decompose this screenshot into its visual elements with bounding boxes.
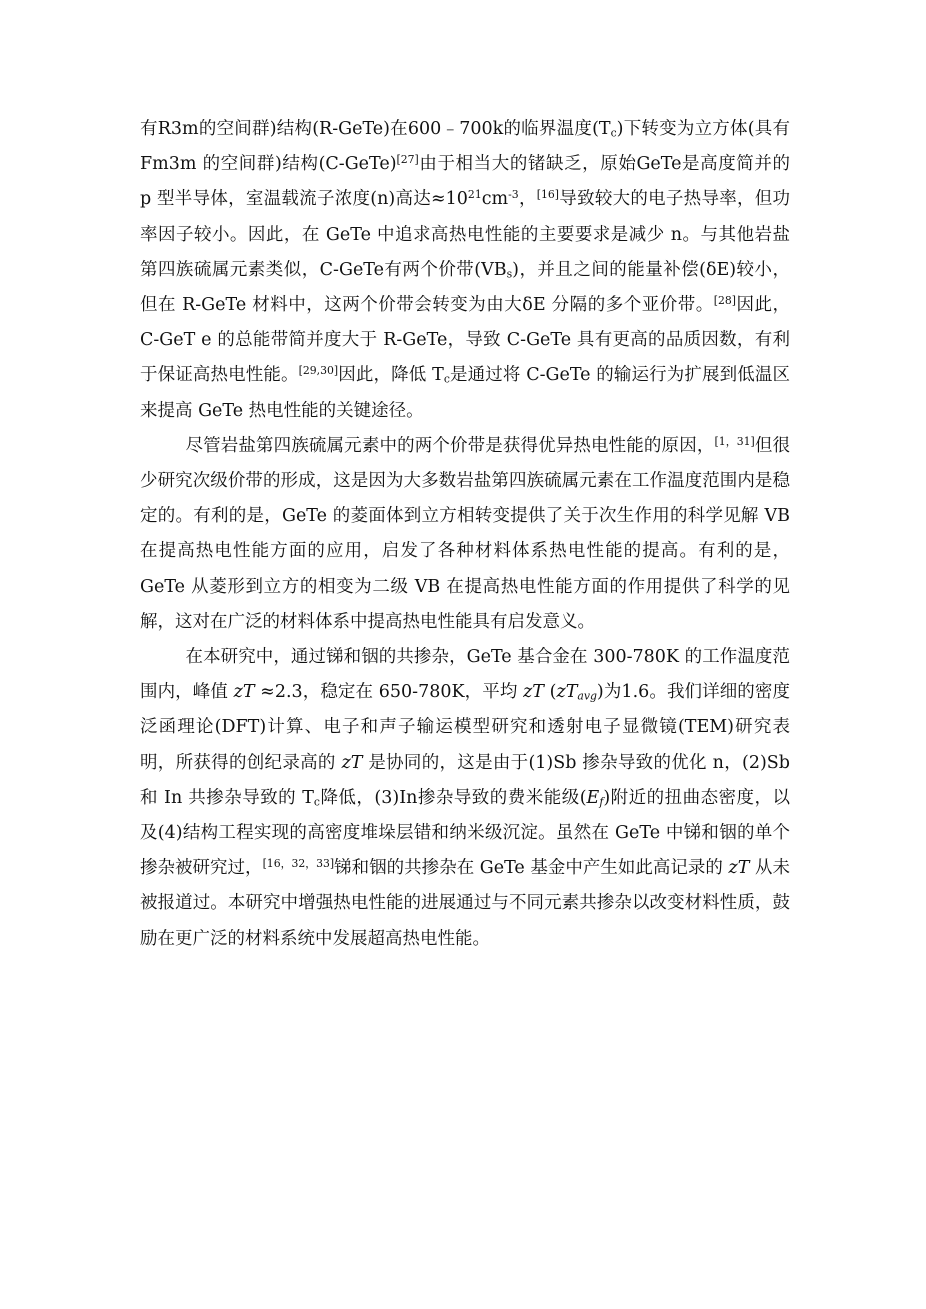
body-text bbox=[140, 112, 790, 957]
paragraph-1: 有R3m的空间群)结构(R-GeTe)在600﹣700k的临界温度$(T_c)$下转变为立方体(具有 Fm3m 的空间群)结构(C-GeTe)[27]由于相当大的锗缺乏，原始GeTe是高度简并的 p 型半导体，室温载流子浓度(n)高达$\approx 10^{21}cm^{-3}$，[16]导致较大的电子热导率，但功率因子较小。因此，在 GeTe 中追求高热电性能的主要要求是减少 n。与其他岩盐第四族硫属元素类似，C-GeTe有两个价带$(VB_s)$，并且之间的能量补偿(δE)较小，但在 R-GeTe 材料中，这两个价带会转变为由大δE 分隔的多个亚价带。[28]因此，C-GeT e 的总能带简并度大于 R-GeTe，导致 C-GeTe 具有更高的品质因数，有利于保证高热电性能。[29,30]因此，降低 $T_c$是通过将 C-GeTe 的输运行为扩展到低温区来提高 GeTe 热电性能的关键途径。 bbox=[140, 119, 791, 421]
paragraph-2: 尽管岩盐第四族硫属元素中的两个价带是获得优异热电性能的原因，[1，31]但很少研究次级价带的形成，这是因为大多数岩盐第四族硫属元素在工作温度范围内是稳定的。有利的是，GeTe 的菱面体到立方相转变提供了关于次生作用的科学见解 VB 在提高热电性能方面的应用，启发了各种材料体系热电性能的提高。有利的是，GeTe 从菱形到立方的相变为二级 VB 在提高热电性能方面的作用提供了科学的见解，这对在广泛的材料体系中提高热电性能具有启发意义。 bbox=[140, 434, 791, 632]
paragraph-3: 在本研究中，通过锑和铟的共掺杂，GeTe 基合金在 300-780K 的工作温度范围内，峰值 zT ≈2.3，稳定在 650-780K，平均 zT $(zT_{avg})$为1.6。我们详细的密度泛函理论(DFT)计算、电子和声子输运模型研究和透射电子显微镜(TEM)研究表明，所获得的创纪录高的 zT 是协同的，这是由于(1)Sb 掺杂导致的优化 n，(2)Sb 和 In 共掺杂导致的 $T_c$降低，(3)In掺杂导致的费米能级$(E_f)$附近的扭曲态密度，以及(4)结构工程实现的高密度堆垛层错和纳米级沉淀。虽然在 GeTe 中锑和铟的单个掺杂被研究过，[16，32，33]锑和铟的共掺杂在 GeTe 基金中产生如此高记录的 zT 从未被报道过。本研究中增强热电性能的进展通过与不同元素共掺杂以改变材料性质，鼓励在更广泛的材料系统中发展超高热电性能。 bbox=[140, 647, 791, 949]
